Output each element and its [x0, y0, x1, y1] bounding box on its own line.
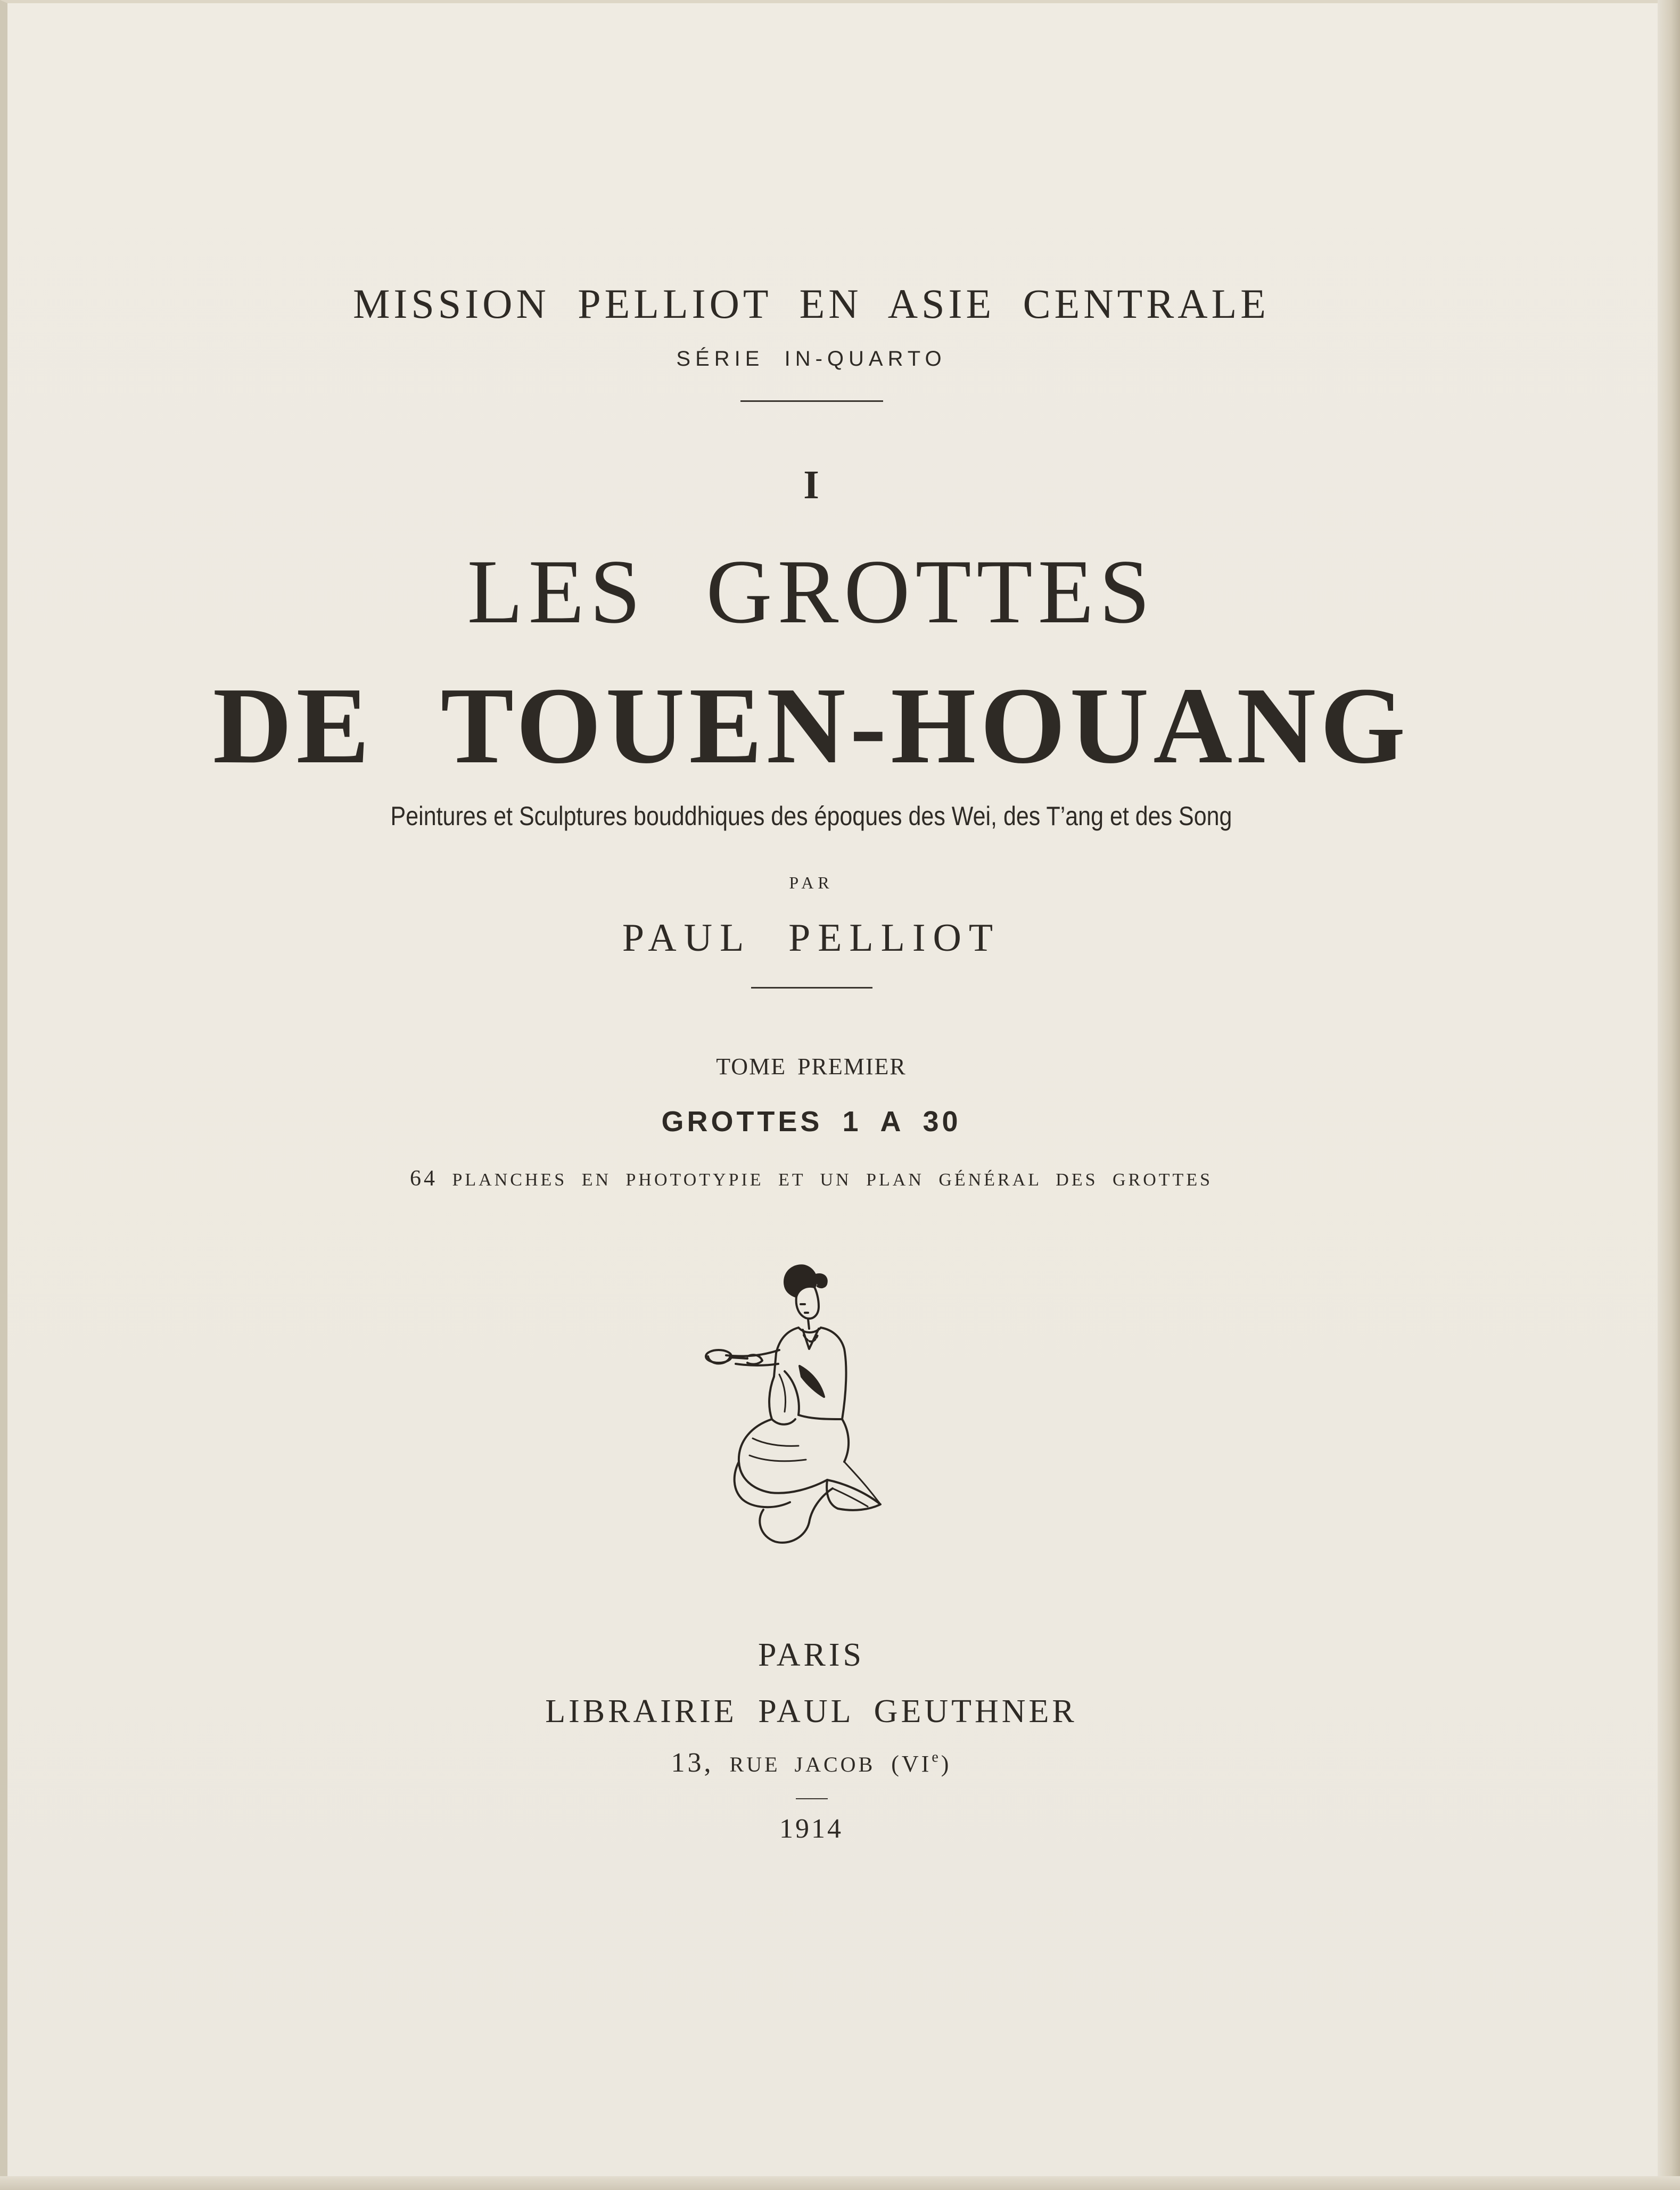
address-superscript: e: [932, 1749, 941, 1766]
author-preposition: PAR: [789, 873, 834, 892]
main-title-line-2: DE TOUEN-HOUANG: [212, 664, 1410, 786]
imprint-city: PARIS: [757, 1637, 865, 1673]
author-name: PAUL PELLIOT: [622, 916, 1001, 960]
divider-rule: [796, 1798, 828, 1799]
divider-rule: [740, 400, 883, 402]
tome-label: TOME PREMIER: [716, 1053, 907, 1080]
series-title: MISSION PELLIOT EN ASIE CENTRALE: [353, 281, 1270, 327]
address-arrondissement: (VI: [891, 1751, 932, 1777]
page-edge-bottom: [0, 2176, 1680, 2190]
page-edge-right: [1658, 0, 1680, 2190]
imprint-publisher: LIBRAIRIE PAUL GEUTHNER: [545, 1693, 1077, 1730]
series-subtitle: SÉRIE IN-QUARTO: [676, 347, 946, 371]
address-street: RUE JACOB: [729, 1752, 876, 1776]
imprint-year: 1914: [779, 1814, 843, 1844]
plates-text: PLANCHES EN PHOTOTYPIE ET UN PLAN GÉNÉRAL DES GROTTES: [452, 1170, 1213, 1190]
address-close: ): [941, 1751, 952, 1777]
volume-number: I: [803, 463, 819, 507]
tome-contents: GROTTES 1 A 30: [661, 1106, 961, 1138]
main-title-line-1: LES GROTTES: [467, 541, 1156, 643]
kneeling-figure-offering-bowl-icon: [705, 1259, 928, 1568]
plates-description: [7, 1166, 1615, 1191]
divider-rule: [751, 987, 872, 989]
address-number: 13,: [671, 1748, 714, 1778]
imprint-address: [7, 1747, 1615, 1779]
work-subtitle: Peintures et Sculptures bouddhiques des époques des Wei, des T’ang et des Song: [390, 801, 1232, 831]
plates-count: 64: [410, 1166, 438, 1191]
